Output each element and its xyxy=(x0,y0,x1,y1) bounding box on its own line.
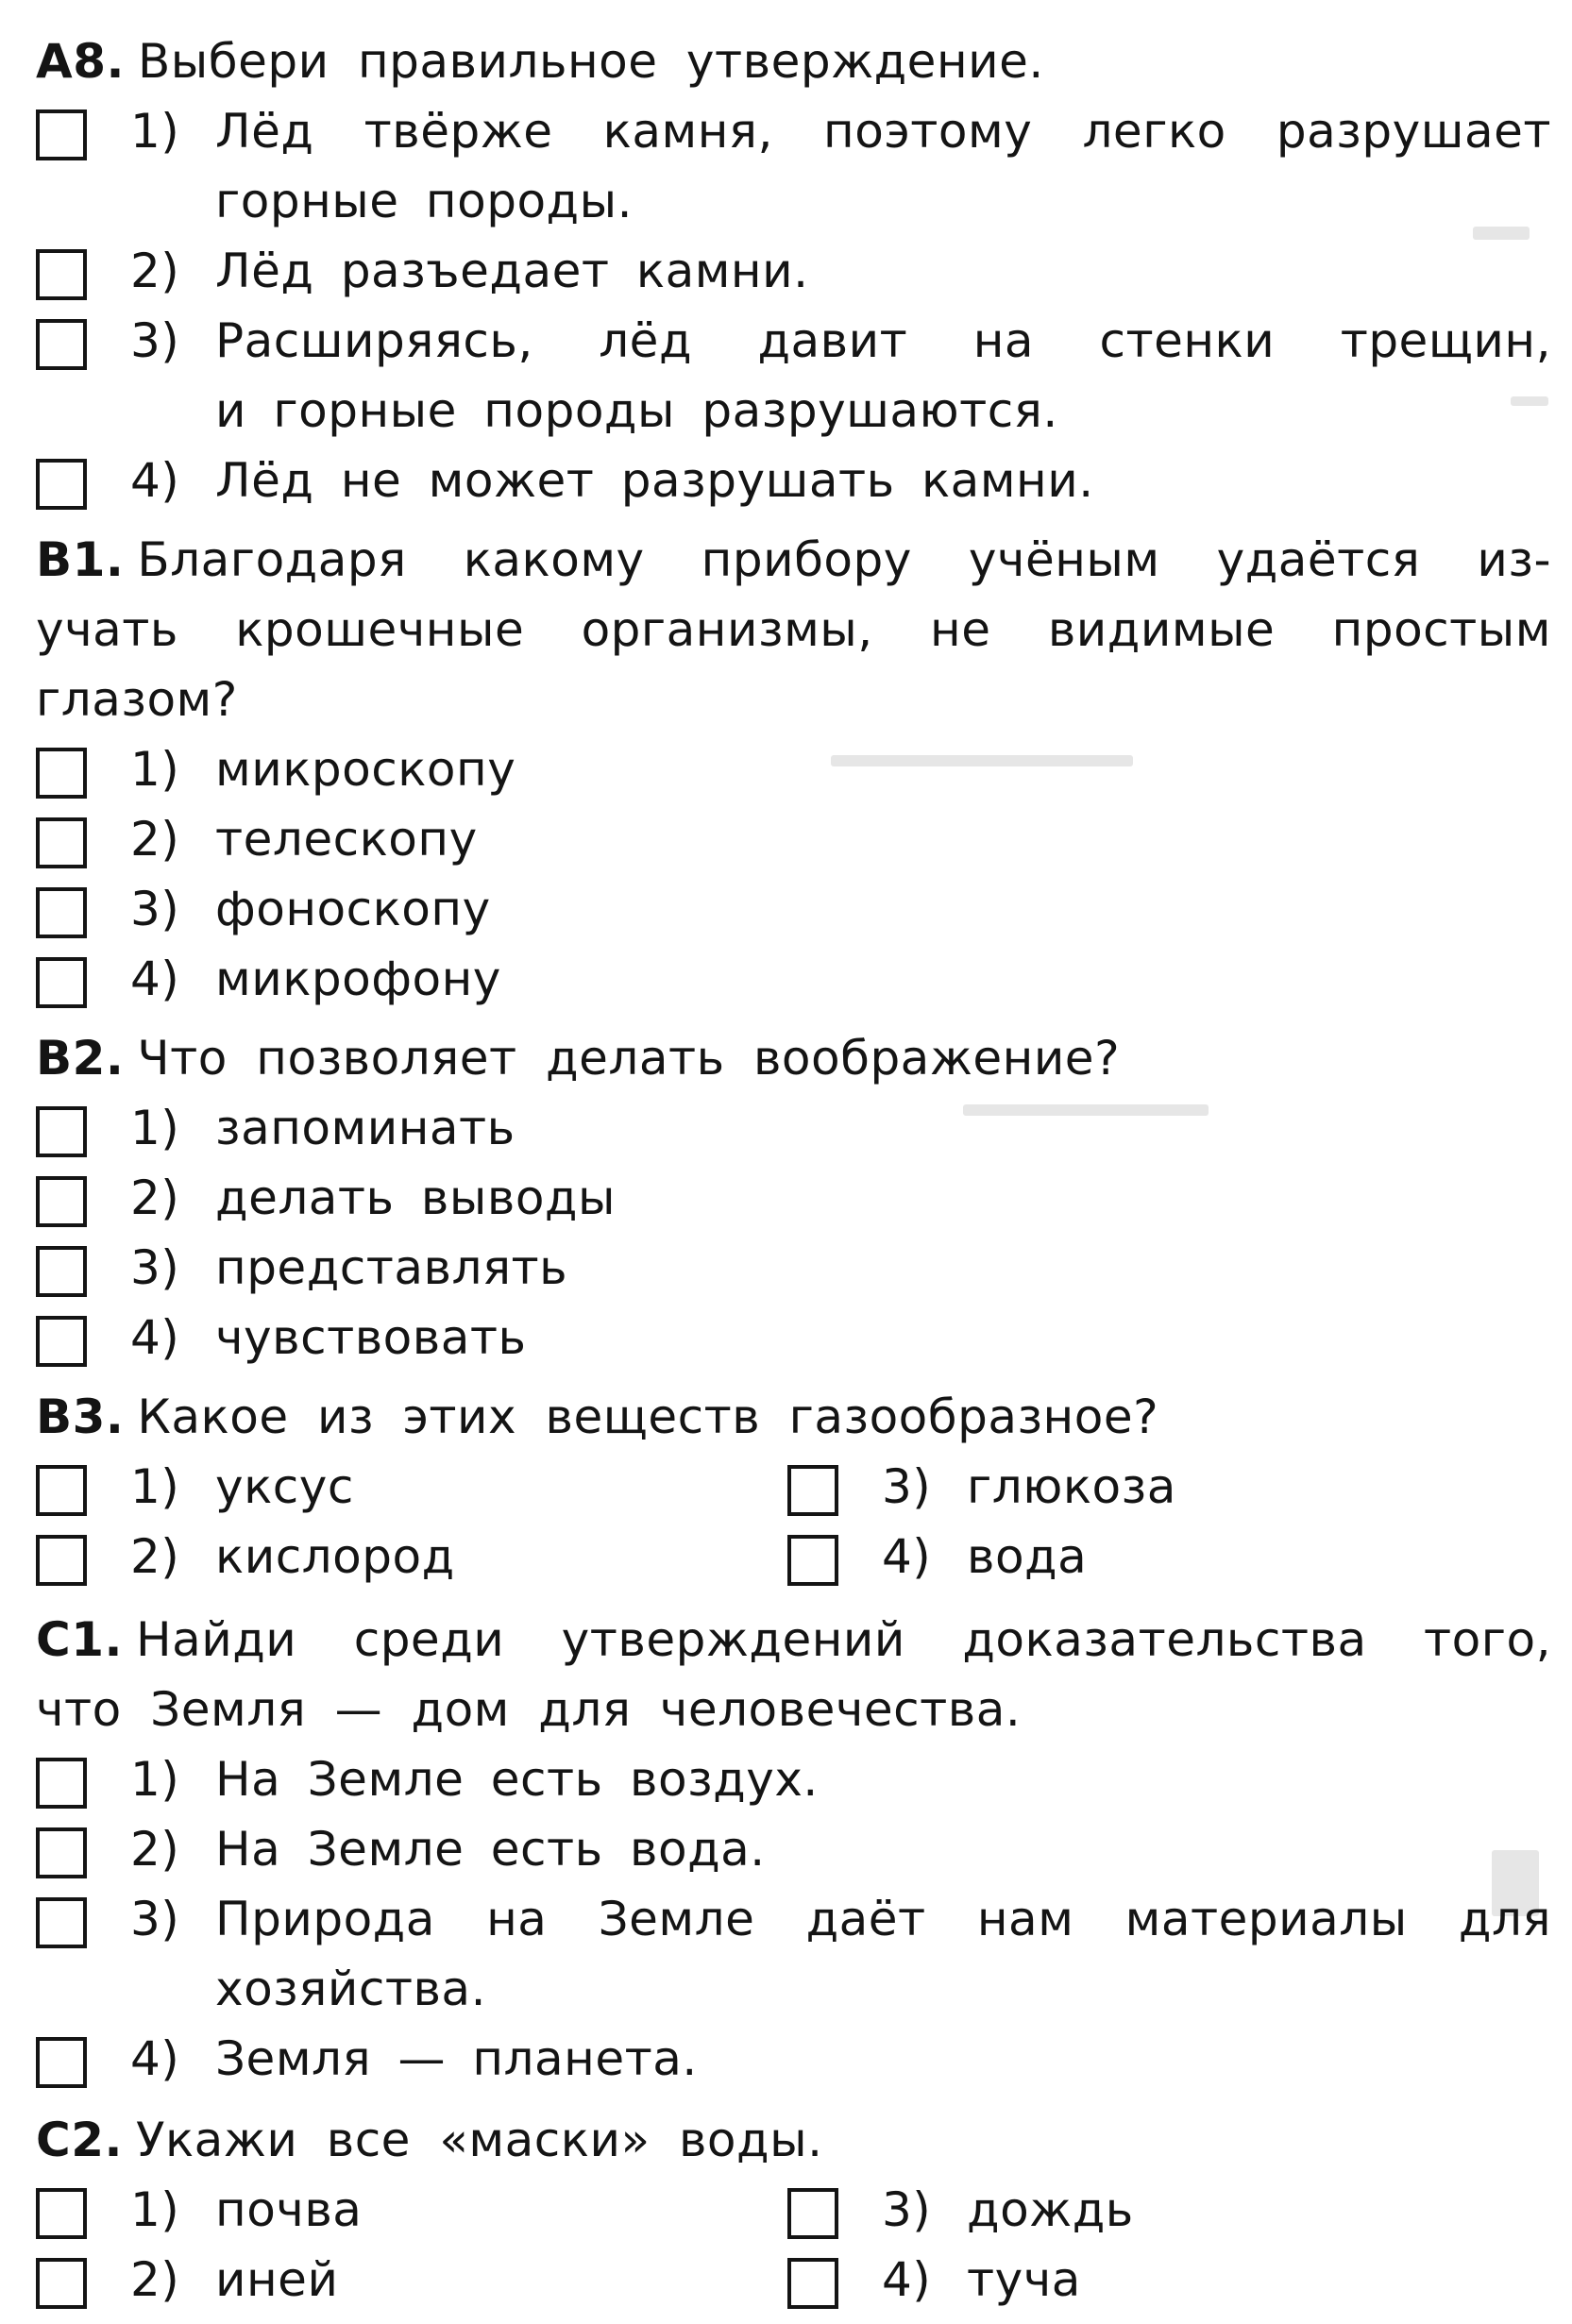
option-number: 1) xyxy=(130,2182,180,2237)
option-text: Лёд не может разрушать камни. xyxy=(215,453,1094,508)
option-number: 4) xyxy=(130,2031,180,2086)
question-number: A8. xyxy=(36,34,125,89)
option-text: Земля — планета. xyxy=(215,2031,698,2086)
question-text-line xyxy=(36,1605,1551,1675)
option-number: 4) xyxy=(130,1310,180,1365)
answer-checkbox[interactable] xyxy=(36,1316,87,1367)
question-number: B2. xyxy=(36,1031,125,1086)
option-text: уксус xyxy=(215,1459,354,1514)
question-number: B1. xyxy=(36,532,125,587)
question-text: Найди среди утверждений доказательства того, xyxy=(135,1612,1551,1667)
question-b1 xyxy=(36,525,1551,1014)
answer-checkbox[interactable] xyxy=(36,2037,87,2088)
answer-option-1[interactable] xyxy=(36,1093,1551,1163)
question-a8 xyxy=(36,26,1551,515)
answer-option-3[interactable] xyxy=(787,1452,1539,1522)
answer-checkbox[interactable] xyxy=(36,2258,87,2309)
options-row xyxy=(36,1452,1551,1522)
question-text-line xyxy=(36,1023,1551,1093)
option-text: представлять xyxy=(215,1240,568,1295)
option-text: делать выводы xyxy=(215,1170,616,1225)
answer-checkbox[interactable] xyxy=(36,109,87,160)
answer-checkbox[interactable] xyxy=(787,1535,838,1586)
option-text: На Земле есть воздух. xyxy=(215,1752,819,1807)
option-text: Расширяясь, лёд давит на стенки трещин, xyxy=(215,313,1551,368)
question-text-line xyxy=(36,1382,1551,1452)
option-text: запоминать xyxy=(215,1101,516,1155)
answer-option-4[interactable] xyxy=(36,1303,1551,1373)
answer-option-4[interactable] xyxy=(36,2024,1551,2094)
option-text: микрофону xyxy=(215,951,501,1006)
answer-option-2[interactable] xyxy=(36,1814,1551,1884)
answer-checkbox[interactable] xyxy=(36,1465,87,1516)
question-text-line: глазом? xyxy=(36,672,238,727)
options-row xyxy=(36,2245,1551,2315)
answer-checkbox[interactable] xyxy=(36,1897,87,1948)
option-text-continuation: горные породы. xyxy=(215,174,633,228)
answer-option-4[interactable] xyxy=(36,446,1551,515)
question-b3 xyxy=(36,1382,1551,1591)
answer-option-4[interactable] xyxy=(36,944,1551,1014)
option-number: 3) xyxy=(130,1240,180,1295)
answer-option-4[interactable] xyxy=(787,1522,1539,1591)
option-number: 4) xyxy=(130,951,180,1006)
option-text: фоноскопу xyxy=(215,882,491,936)
answer-option-1[interactable] xyxy=(36,734,1551,804)
option-number: 4) xyxy=(882,2252,932,2307)
answer-option-3[interactable] xyxy=(36,874,1551,944)
answer-option-2[interactable] xyxy=(36,236,1551,306)
option-number: 3) xyxy=(130,1892,180,1946)
answer-checkbox[interactable] xyxy=(36,748,87,799)
option-number: 1) xyxy=(130,1101,180,1155)
answer-option-3[interactable] xyxy=(787,2175,1539,2245)
answer-checkbox[interactable] xyxy=(36,817,87,868)
option-number: 2) xyxy=(130,244,180,298)
option-text: глюкоза xyxy=(967,1459,1176,1514)
option-text: На Земле есть вода. xyxy=(215,1822,766,1877)
option-number: 2) xyxy=(130,1822,180,1877)
option-number: 2) xyxy=(130,2252,180,2307)
question-text-line xyxy=(36,26,1551,96)
option-text: Природа на Земле даёт нам материалы для xyxy=(215,1892,1551,1946)
answer-option-3[interactable] xyxy=(36,306,1551,376)
option-text: туча xyxy=(967,2252,1081,2307)
question-number: C2. xyxy=(36,2113,123,2167)
option-number: 1) xyxy=(130,1459,180,1514)
option-number: 1) xyxy=(130,104,180,159)
option-text: вода xyxy=(967,1529,1088,1584)
option-number: 3) xyxy=(882,2182,932,2237)
answer-checkbox[interactable] xyxy=(36,1535,87,1586)
answer-checkbox[interactable] xyxy=(36,319,87,370)
answer-option-2[interactable] xyxy=(36,1522,787,1591)
answer-option-1[interactable] xyxy=(36,2175,787,2245)
answer-checkbox[interactable] xyxy=(36,887,87,938)
answer-option-2[interactable] xyxy=(36,2245,787,2315)
option-number: 3) xyxy=(882,1459,932,1514)
answer-option-1[interactable] xyxy=(36,1744,1551,1814)
answer-option-4[interactable] xyxy=(787,2245,1539,2315)
answer-checkbox[interactable] xyxy=(36,2188,87,2239)
option-text-continuation: хозяйства. xyxy=(215,1962,486,2016)
answer-option-3[interactable] xyxy=(36,1233,1551,1303)
answer-checkbox[interactable] xyxy=(36,1758,87,1809)
answer-checkbox[interactable] xyxy=(36,249,87,300)
options-row xyxy=(36,2175,1551,2245)
option-text: телескопу xyxy=(215,812,478,867)
answer-checkbox[interactable] xyxy=(787,2188,838,2239)
option-text-continuation: и горные породы разрушаются. xyxy=(215,383,1058,438)
answer-checkbox[interactable] xyxy=(36,957,87,1008)
option-text: Лёд разъедает камни. xyxy=(215,244,809,298)
option-number: 3) xyxy=(130,313,180,368)
option-number: 4) xyxy=(130,453,180,508)
answer-checkbox[interactable] xyxy=(787,2258,838,2309)
option-number: 1) xyxy=(130,742,180,797)
answer-option-2[interactable] xyxy=(36,804,1551,874)
option-number: 2) xyxy=(130,812,180,867)
answer-checkbox[interactable] xyxy=(36,1176,87,1227)
question-text-line: учать крошечные организмы, не видимые простым xyxy=(36,602,1551,657)
answer-option-1[interactable] xyxy=(36,1452,787,1522)
question-number: B3. xyxy=(36,1389,125,1444)
option-text: Лёд твёрже камня, поэтому легко разрушает xyxy=(215,104,1551,159)
question-text-line xyxy=(36,2105,1551,2175)
question-text-line xyxy=(36,525,1551,595)
option-number: 1) xyxy=(130,1752,180,1807)
option-text: почва xyxy=(215,2182,363,2237)
option-text: чувствовать xyxy=(215,1310,527,1365)
answer-checkbox[interactable] xyxy=(787,1465,838,1516)
option-number: 2) xyxy=(130,1529,180,1584)
options-row xyxy=(36,1522,1551,1591)
question-text-line: что Земля — дом для человечества. xyxy=(36,1682,1022,1737)
question-text: Выбери правильное утверждение. xyxy=(137,34,1044,89)
question-text: Благодаря какому прибору учёным удаётся из- xyxy=(137,532,1551,587)
option-number: 2) xyxy=(130,1170,180,1225)
question-text: Какое из этих веществ газообразное? xyxy=(137,1389,1159,1444)
question-number: C1. xyxy=(36,1612,123,1667)
answer-checkbox[interactable] xyxy=(36,459,87,510)
option-text: иней xyxy=(215,2252,339,2307)
option-number: 4) xyxy=(882,1529,932,1584)
answer-checkbox[interactable] xyxy=(36,1106,87,1157)
option-number: 3) xyxy=(130,882,180,936)
option-text: микроскопу xyxy=(215,742,516,797)
question-text: Укажи все «маски» воды. xyxy=(135,2113,823,2167)
question-c2 xyxy=(36,2105,1551,2315)
answer-checkbox[interactable] xyxy=(36,1827,87,1878)
question-c1 xyxy=(36,1605,1551,2094)
answer-option-1[interactable] xyxy=(36,96,1551,166)
option-text: кислород xyxy=(215,1529,455,1584)
answer-checkbox[interactable] xyxy=(36,1246,87,1297)
question-b2 xyxy=(36,1023,1551,1373)
answer-option-3[interactable] xyxy=(36,1884,1551,1954)
question-text: Что позволяет делать воображение? xyxy=(137,1031,1121,1086)
option-text: дождь xyxy=(967,2182,1134,2237)
answer-option-2[interactable] xyxy=(36,1163,1551,1233)
